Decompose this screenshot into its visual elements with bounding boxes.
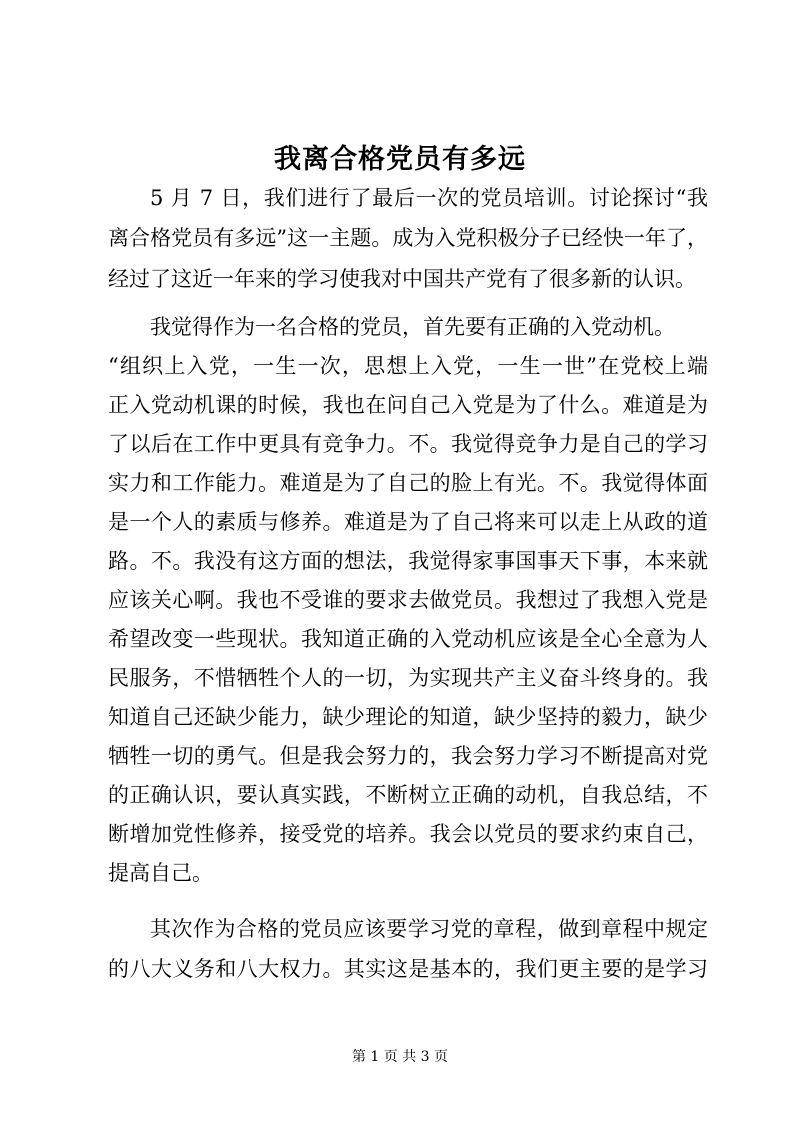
body-line: 应该关心啊。我也不受谁的要求去做党员。我想过了我想入党是 — [108, 588, 708, 612]
body-line: 的八大义务和八大权力。其实这是基本的，我们更主要的是学习 — [108, 957, 708, 981]
body-line: 是一个人的素质与修养。难道是为了自己将来可以走上从政的道 — [108, 510, 708, 534]
document-title: 我离合格党员有多远 — [274, 144, 526, 175]
body-line: 其次作为合格的党员应该要学习党的章程，做到章程中规定 — [150, 917, 708, 941]
body-line: 经过了这近一年来的学习使我对中国共产党有了很多新的认识。 — [108, 267, 696, 291]
body-line: 提高自己。 — [108, 861, 213, 885]
body-line: 知道自己还缺少能力，缺少理论的知道，缺少坚持的毅力，缺少 — [108, 705, 708, 729]
body-line: 的正确认识，要认真实践，不断树立正确的动机，自我总结，不 — [108, 783, 708, 807]
body-line: 断增加党性修养，接受党的培养。我会以党员的要求约束自己， — [108, 822, 708, 846]
body-line: 正入党动机课的时候，我也在问自己入党是为了什么。难道是为 — [108, 393, 708, 417]
body-line: 路。不。我没有这方面的想法，我觉得家事国事天下事，本来就 — [108, 549, 708, 573]
page-footer: 第 1 页 共 3 页 — [351, 1049, 449, 1065]
body-line: 牺牲一切的勇气。但是我会努力的，我会努力学习不断提高对党 — [108, 744, 708, 768]
body-line: “组织上入党，一生一次，思想上入党，一生一世”在党校上端 — [108, 354, 708, 378]
body-line: 民服务，不惜牺牲个人的一切，为实现共产主义奋斗终身的。我 — [108, 666, 708, 690]
body-line: 实力和工作能力。难道是为了自己的脸上有光。不。我觉得体面 — [108, 471, 708, 495]
body-line: 了以后在工作中更具有竞争力。不。我觉得竞争力是自己的学习 — [108, 432, 708, 456]
body-line: 我觉得作为一名合格的党员，首先要有正确的入党动机。 — [150, 315, 675, 339]
body-line: 希望改变一些现状。我知道正确的入党动机应该是全心全意为人 — [108, 627, 708, 651]
body-line: 5 月 7 日，我们进行了最后一次的党员培训。讨论探讨“我 — [150, 186, 708, 210]
body-line: 离合格党员有多远”这一主题。成为入党积极分子已经快一年了， — [108, 226, 708, 250]
